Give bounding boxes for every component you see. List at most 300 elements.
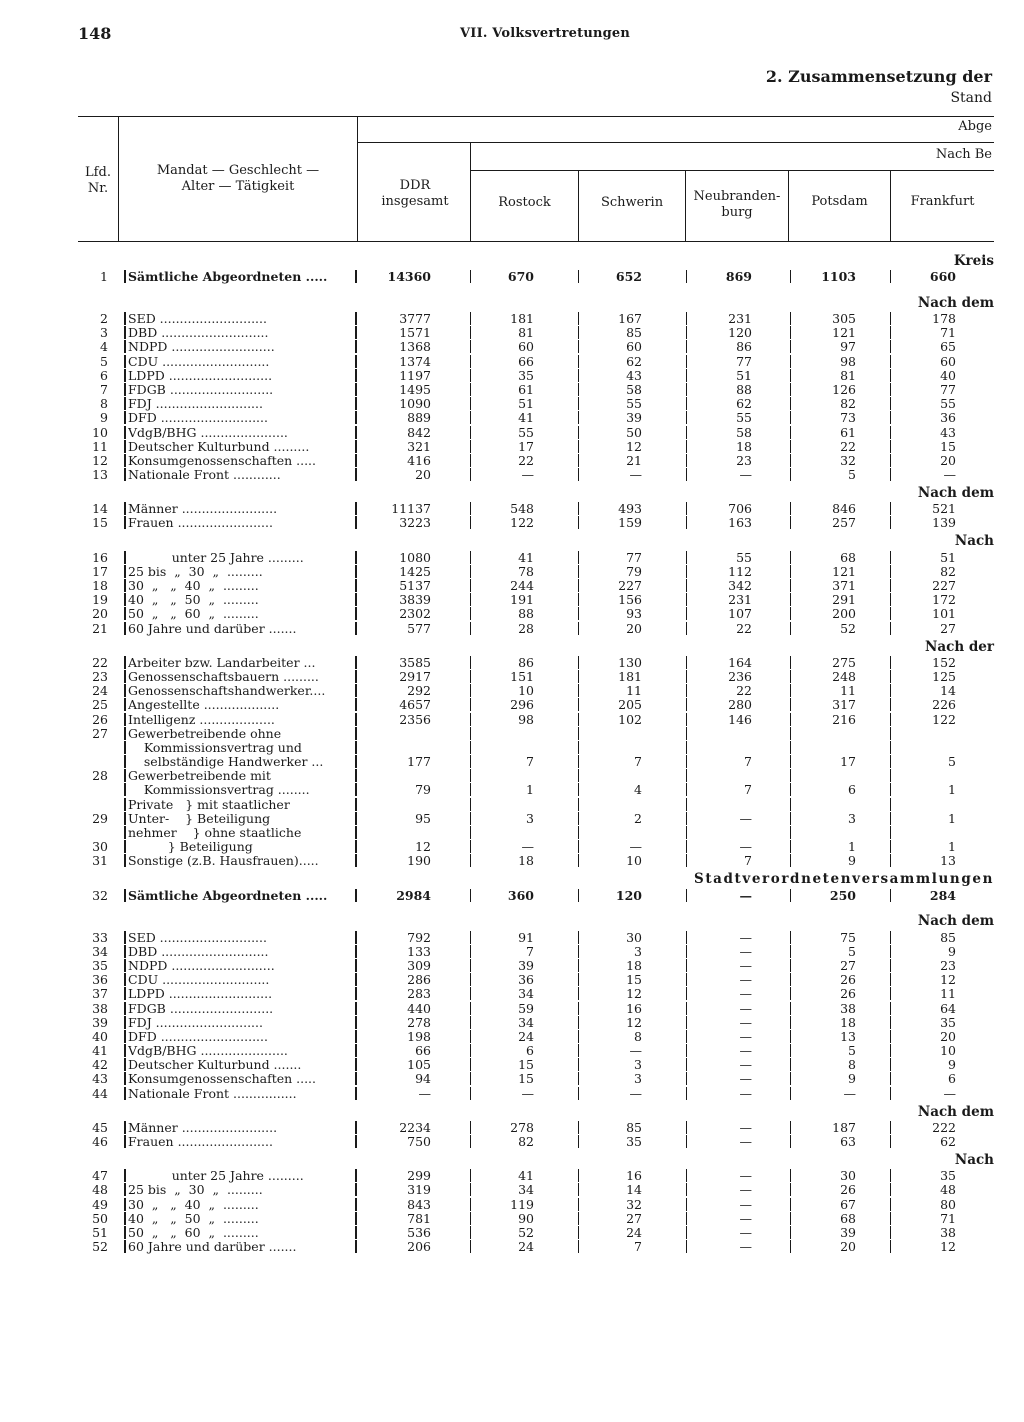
column-bar xyxy=(686,769,687,782)
cell-value: 16 xyxy=(626,1168,642,1184)
row-number: 42 xyxy=(92,1057,108,1073)
cell-value: 12 xyxy=(415,839,431,855)
column-bar xyxy=(790,369,791,382)
cell-value: 55 xyxy=(518,424,534,440)
row-number: 8 xyxy=(100,396,108,412)
row-number: 25 xyxy=(92,697,108,713)
label-bar-left xyxy=(124,987,126,1000)
label-bar-left xyxy=(124,607,126,620)
label-bar-left xyxy=(124,783,126,796)
cell-value: 125 xyxy=(932,668,956,684)
column-bar xyxy=(470,383,471,396)
cell-value: 1 xyxy=(526,782,534,798)
row-number: 52 xyxy=(92,1239,108,1255)
section-subhead xyxy=(78,531,994,551)
column-bar xyxy=(578,755,579,768)
label-bar-right xyxy=(355,670,357,683)
row-number: 29 xyxy=(92,810,108,826)
cell-value: 152 xyxy=(932,654,956,670)
column-bar xyxy=(790,411,791,424)
header-nr: Lfd. Nr. xyxy=(85,165,111,196)
cell-value: 319 xyxy=(407,1182,431,1198)
cell-value: 14 xyxy=(626,1182,642,1198)
cell-value: 58 xyxy=(736,424,752,440)
cell-value: 60 xyxy=(626,339,642,355)
cell-value: 11 xyxy=(940,986,956,1002)
column-bar xyxy=(686,1135,687,1148)
label-bar-left xyxy=(124,889,126,902)
column-bar xyxy=(686,1121,687,1134)
cell-value: 40 xyxy=(940,367,956,383)
column-bar xyxy=(890,1240,891,1253)
header-col-schwerin: Schwerin xyxy=(600,195,664,210)
cell-value: 12 xyxy=(940,972,956,988)
column-bar xyxy=(790,355,791,368)
column-bar xyxy=(686,502,687,515)
cell-value: 1374 xyxy=(399,353,431,369)
label-bar-right xyxy=(355,1072,357,1085)
column-bar xyxy=(470,1087,471,1100)
cell-value: 792 xyxy=(407,929,431,945)
column-bar xyxy=(578,1212,579,1225)
column-bar xyxy=(578,551,579,564)
column-bar xyxy=(790,1044,791,1057)
label-bar-right xyxy=(355,1169,357,1182)
column-bar xyxy=(578,622,579,635)
table-row xyxy=(78,516,994,530)
label-bar-right xyxy=(355,340,357,353)
column-bar xyxy=(790,741,791,754)
cell-value: 18 xyxy=(840,1014,856,1030)
column-bar xyxy=(578,270,579,283)
column-bar xyxy=(790,340,791,353)
cell-value: 55 xyxy=(626,396,642,412)
label-bar-right xyxy=(355,454,357,467)
row-label: Intelligenz ................... xyxy=(128,712,275,727)
column-bar xyxy=(790,812,791,825)
column-bar xyxy=(578,656,579,669)
row-label: Konsumgenossenschaften ..... xyxy=(128,1072,317,1087)
row-label: Sämtliche Abgeordneten ..... xyxy=(128,270,328,284)
cell-value: 275 xyxy=(832,654,856,670)
cell-value: 11137 xyxy=(391,501,431,517)
column-bar xyxy=(890,411,891,424)
column-bar xyxy=(686,565,687,578)
cell-value: 706 xyxy=(728,501,752,517)
column-bar xyxy=(790,854,791,867)
cell-value: — xyxy=(739,1210,752,1226)
section-subhead xyxy=(78,869,994,889)
column-bar xyxy=(686,889,687,902)
column-bar xyxy=(470,741,471,754)
cell-value: 41 xyxy=(518,549,534,565)
table-row xyxy=(78,670,994,684)
column-bar xyxy=(890,1121,891,1134)
column-bar xyxy=(470,565,471,578)
column-bar xyxy=(578,826,579,839)
table-row xyxy=(78,593,994,607)
subhead-text: Nach dem xyxy=(917,485,994,502)
column-bar xyxy=(686,684,687,697)
column-bar xyxy=(686,1226,687,1239)
column-bar xyxy=(578,468,579,481)
cell-value: 35 xyxy=(940,1168,956,1184)
row-label: 50 „ „ 60 „ ......... xyxy=(128,607,259,622)
row-label: 25 bis „ 30 „ ......... xyxy=(128,1183,263,1198)
column-bar xyxy=(686,783,687,796)
column-bar xyxy=(578,798,579,811)
column-bar xyxy=(686,468,687,481)
column-bar xyxy=(686,579,687,592)
row-number: 13 xyxy=(92,467,108,483)
cell-value: — xyxy=(739,1239,752,1255)
row-label: VdgB/BHG ...................... xyxy=(128,425,288,440)
column-bar xyxy=(578,1135,579,1148)
cell-value: 66 xyxy=(415,1043,431,1059)
column-bar xyxy=(470,959,471,972)
table-row xyxy=(78,840,994,854)
label-bar-right xyxy=(355,369,357,382)
label-bar-left xyxy=(124,656,126,669)
label-bar-right xyxy=(355,1030,357,1043)
label-bar-left xyxy=(124,840,126,853)
column-bar xyxy=(790,1226,791,1239)
section-subhead xyxy=(78,911,994,931)
row-number: 39 xyxy=(92,1014,108,1030)
cell-value: 90 xyxy=(518,1210,534,1226)
label-bar-right xyxy=(355,656,357,669)
cell-value: 280 xyxy=(728,697,752,713)
cell-value: — xyxy=(739,1182,752,1198)
row-label: } Beteiligung xyxy=(128,840,253,855)
table-row xyxy=(78,551,994,565)
column-bar xyxy=(470,312,471,325)
column-bar xyxy=(890,741,891,754)
table-row xyxy=(78,340,994,354)
column-bar xyxy=(686,840,687,853)
cell-value: 11 xyxy=(840,683,856,699)
row-label: DBD ........................... xyxy=(128,326,269,341)
cell-value: 1 xyxy=(948,839,956,855)
column-bar xyxy=(686,426,687,439)
column-bar xyxy=(890,1169,891,1182)
cell-value: 440 xyxy=(407,1000,431,1016)
cell-value: 38 xyxy=(940,1224,956,1240)
column-bar xyxy=(470,326,471,339)
label-bar-right xyxy=(355,1212,357,1225)
cell-value: 190 xyxy=(407,853,431,869)
label-bar-left xyxy=(124,326,126,339)
table-row xyxy=(78,973,994,987)
column-bar xyxy=(578,355,579,368)
column-bar xyxy=(578,1226,579,1239)
label-bar-left xyxy=(124,713,126,726)
cell-value: 32 xyxy=(840,452,856,468)
cell-value: 68 xyxy=(840,1210,856,1226)
row-number: 22 xyxy=(92,654,108,670)
cell-value: 283 xyxy=(407,986,431,1002)
row-label: Konsumgenossenschaften ..... xyxy=(128,453,317,468)
label-bar-right xyxy=(355,741,357,754)
cell-value: 121 xyxy=(832,563,856,579)
cell-value: 198 xyxy=(407,1028,431,1044)
cell-value: 48 xyxy=(940,1182,956,1198)
cell-value: 191 xyxy=(510,592,534,608)
header-col-potsdam: Potsdam xyxy=(811,194,868,209)
row-label: Männer ........................ xyxy=(128,1120,278,1135)
cell-value: 278 xyxy=(510,1119,534,1135)
cell-value: 62 xyxy=(626,353,642,369)
cell-value: 7 xyxy=(744,754,752,770)
subhead-text: Nach xyxy=(954,1151,994,1168)
column-bar xyxy=(578,579,579,592)
column-bar xyxy=(790,826,791,839)
header-nach-be: Nach Be xyxy=(935,147,992,162)
row-label: LDPD .......................... xyxy=(128,987,273,1002)
cell-value: 15 xyxy=(940,438,956,454)
column-bar xyxy=(470,1183,471,1196)
row-label: Angestellte ................... xyxy=(128,698,280,713)
cell-value: — xyxy=(739,1196,752,1212)
cell-value: 299 xyxy=(407,1168,431,1184)
cell-value: 1090 xyxy=(399,396,431,412)
table-row xyxy=(78,854,994,868)
label-bar-right xyxy=(355,622,357,635)
cell-value: — xyxy=(739,467,752,483)
table-row xyxy=(78,397,994,411)
table-row xyxy=(78,1044,994,1058)
column-bar xyxy=(790,1087,791,1100)
column-bar xyxy=(790,1212,791,1225)
column-bar xyxy=(578,959,579,972)
column-bar xyxy=(578,1121,579,1134)
subhead-text: Nach xyxy=(954,533,994,550)
label-bar-left xyxy=(124,468,126,481)
row-number: 43 xyxy=(92,1071,108,1087)
column-bar xyxy=(890,783,891,796)
cell-value: 3777 xyxy=(399,311,431,326)
cell-value: — xyxy=(521,839,534,855)
cell-value: 23 xyxy=(736,452,752,468)
cell-value: — xyxy=(629,1043,642,1059)
column-bar xyxy=(578,411,579,424)
column-bar xyxy=(578,1240,579,1253)
cell-value: 4 xyxy=(634,782,642,798)
cell-value: 3839 xyxy=(399,592,431,608)
cell-value: — xyxy=(739,1057,752,1073)
label-bar-left xyxy=(124,812,126,825)
column-bar xyxy=(686,1169,687,1182)
row-label: Kommissionsvertrag ........ xyxy=(128,783,310,798)
cell-value: 55 xyxy=(736,410,752,426)
row-number: 45 xyxy=(92,1119,108,1135)
column-bar xyxy=(686,355,687,368)
cell-value: 3 xyxy=(634,1071,642,1087)
column-bar xyxy=(790,1169,791,1182)
cell-value: 107 xyxy=(728,606,752,622)
abge-rule xyxy=(358,142,994,143)
row-number: 49 xyxy=(92,1196,108,1212)
label-bar-left xyxy=(124,579,126,592)
cell-value: 12 xyxy=(626,986,642,1002)
column-bar xyxy=(890,1016,891,1029)
row-label: Deutscher Kulturbund ......... xyxy=(128,439,310,454)
cell-value: — xyxy=(739,1134,752,1149)
column-bar xyxy=(790,1072,791,1085)
column-bar xyxy=(890,973,891,986)
cell-value: 20 xyxy=(415,467,431,483)
column-bar xyxy=(578,931,579,944)
cell-value: 26 xyxy=(840,972,856,988)
column-bar xyxy=(578,1044,579,1057)
row-number: 47 xyxy=(92,1168,108,1184)
cell-value: — xyxy=(739,1000,752,1016)
row-label: FDGB .......................... xyxy=(128,1001,274,1016)
section-subhead xyxy=(78,636,994,656)
column-bar xyxy=(890,755,891,768)
column-bar xyxy=(578,713,579,726)
column-bar xyxy=(470,1002,471,1015)
cell-value: 126 xyxy=(832,381,856,397)
column-bar xyxy=(890,727,891,740)
cell-value: 35 xyxy=(626,1134,642,1149)
cell-value: 22 xyxy=(736,620,752,636)
column-bar xyxy=(890,312,891,325)
row-label: nehmer } ohne staatliche xyxy=(128,826,302,840)
column-bar xyxy=(578,340,579,353)
row-label: SED ........................... xyxy=(128,930,267,945)
label-bar-right xyxy=(355,1183,357,1196)
row-label: Unter- } Beteiligung xyxy=(128,811,271,826)
column-bar xyxy=(578,1058,579,1071)
column-bar xyxy=(686,1030,687,1043)
cell-value: 22 xyxy=(518,452,534,468)
column-bar xyxy=(790,312,791,325)
column-bar xyxy=(790,383,791,396)
header-divider-1 xyxy=(118,116,119,241)
cell-value: 1 xyxy=(948,810,956,826)
row-number: 7 xyxy=(100,381,108,397)
column-bar xyxy=(890,798,891,811)
column-bar xyxy=(686,1044,687,1057)
cell-value: 291 xyxy=(832,592,856,608)
cell-value: 7 xyxy=(634,1239,642,1255)
label-bar-left xyxy=(124,1198,126,1211)
cell-value: — xyxy=(739,1119,752,1135)
cell-value: 139 xyxy=(932,515,956,531)
row-number: 26 xyxy=(92,711,108,727)
row-label: FDJ ........................... xyxy=(128,397,263,412)
column-bar xyxy=(470,987,471,1000)
cell-value: 102 xyxy=(618,711,642,727)
cell-value: 88 xyxy=(518,606,534,622)
column-bar xyxy=(578,1169,579,1182)
column-bar xyxy=(686,607,687,620)
label-bar-left xyxy=(124,355,126,368)
cell-value: 15 xyxy=(518,1071,534,1087)
label-bar-right xyxy=(355,312,357,325)
column-bar xyxy=(790,426,791,439)
cell-value: 97 xyxy=(840,339,856,355)
row-number: 35 xyxy=(92,957,108,973)
cell-value: 21 xyxy=(626,452,642,468)
cell-value: 18 xyxy=(626,957,642,973)
column-bar xyxy=(790,468,791,481)
cell-value: — xyxy=(739,1085,752,1101)
column-bar xyxy=(890,454,891,467)
cell-value: — xyxy=(739,943,752,959)
row-number: 40 xyxy=(92,1028,108,1044)
table-row xyxy=(78,826,994,840)
column-bar xyxy=(790,931,791,944)
label-bar-left xyxy=(124,1212,126,1225)
subhead-text: Stadtverordnetenversammlungen xyxy=(693,871,994,888)
label-bar-right xyxy=(355,698,357,711)
column-bar xyxy=(790,1030,791,1043)
cell-value: 30 xyxy=(626,929,642,945)
label-bar-left xyxy=(124,270,126,283)
cell-value: 750 xyxy=(407,1134,431,1149)
row-label: Männer ........................ xyxy=(128,502,278,517)
header-col-rostock: Rostock xyxy=(498,195,551,210)
row-number: 10 xyxy=(92,424,108,440)
label-bar-left xyxy=(124,959,126,972)
column-bar xyxy=(790,326,791,339)
cell-value: 88 xyxy=(736,381,752,397)
cell-value: 2 xyxy=(634,810,642,826)
cell-value: 119 xyxy=(510,1196,534,1212)
cell-value: 43 xyxy=(940,424,956,440)
column-bar xyxy=(686,854,687,867)
column-bar xyxy=(470,684,471,697)
row-label: FDGB .......................... xyxy=(128,382,274,397)
section-subhead xyxy=(78,292,994,312)
cell-value: 9 xyxy=(948,1057,956,1073)
column-bar xyxy=(890,516,891,529)
table-row xyxy=(78,1121,994,1135)
column-bar xyxy=(790,670,791,683)
row-label: DFD ........................... xyxy=(128,411,268,426)
table-row xyxy=(78,326,994,340)
row-label: 40 „ „ 50 „ ......... xyxy=(128,1211,259,1226)
label-bar-left xyxy=(124,1226,126,1239)
column-bar xyxy=(686,1002,687,1015)
cell-value: 200 xyxy=(832,606,856,622)
label-bar-left xyxy=(124,312,126,325)
label-bar-left xyxy=(124,516,126,529)
cell-value: 64 xyxy=(940,1000,956,1016)
column-bar xyxy=(890,1212,891,1225)
column-bar xyxy=(686,1212,687,1225)
column-bar xyxy=(790,769,791,782)
cell-value: — xyxy=(739,972,752,988)
cell-value: 167 xyxy=(618,311,642,326)
column-bar xyxy=(790,502,791,515)
label-bar-left xyxy=(124,931,126,944)
table-row xyxy=(78,369,994,383)
label-bar-right xyxy=(355,1240,357,1253)
column-bar xyxy=(686,270,687,283)
cell-value: 159 xyxy=(618,515,642,531)
column-bar xyxy=(890,579,891,592)
cell-value: 52 xyxy=(518,1224,534,1240)
cell-value: 178 xyxy=(932,311,956,326)
column-bar xyxy=(686,741,687,754)
column-bar xyxy=(578,783,579,796)
column-bar xyxy=(890,426,891,439)
cell-value: 55 xyxy=(940,396,956,412)
cell-value: 371 xyxy=(832,578,856,593)
